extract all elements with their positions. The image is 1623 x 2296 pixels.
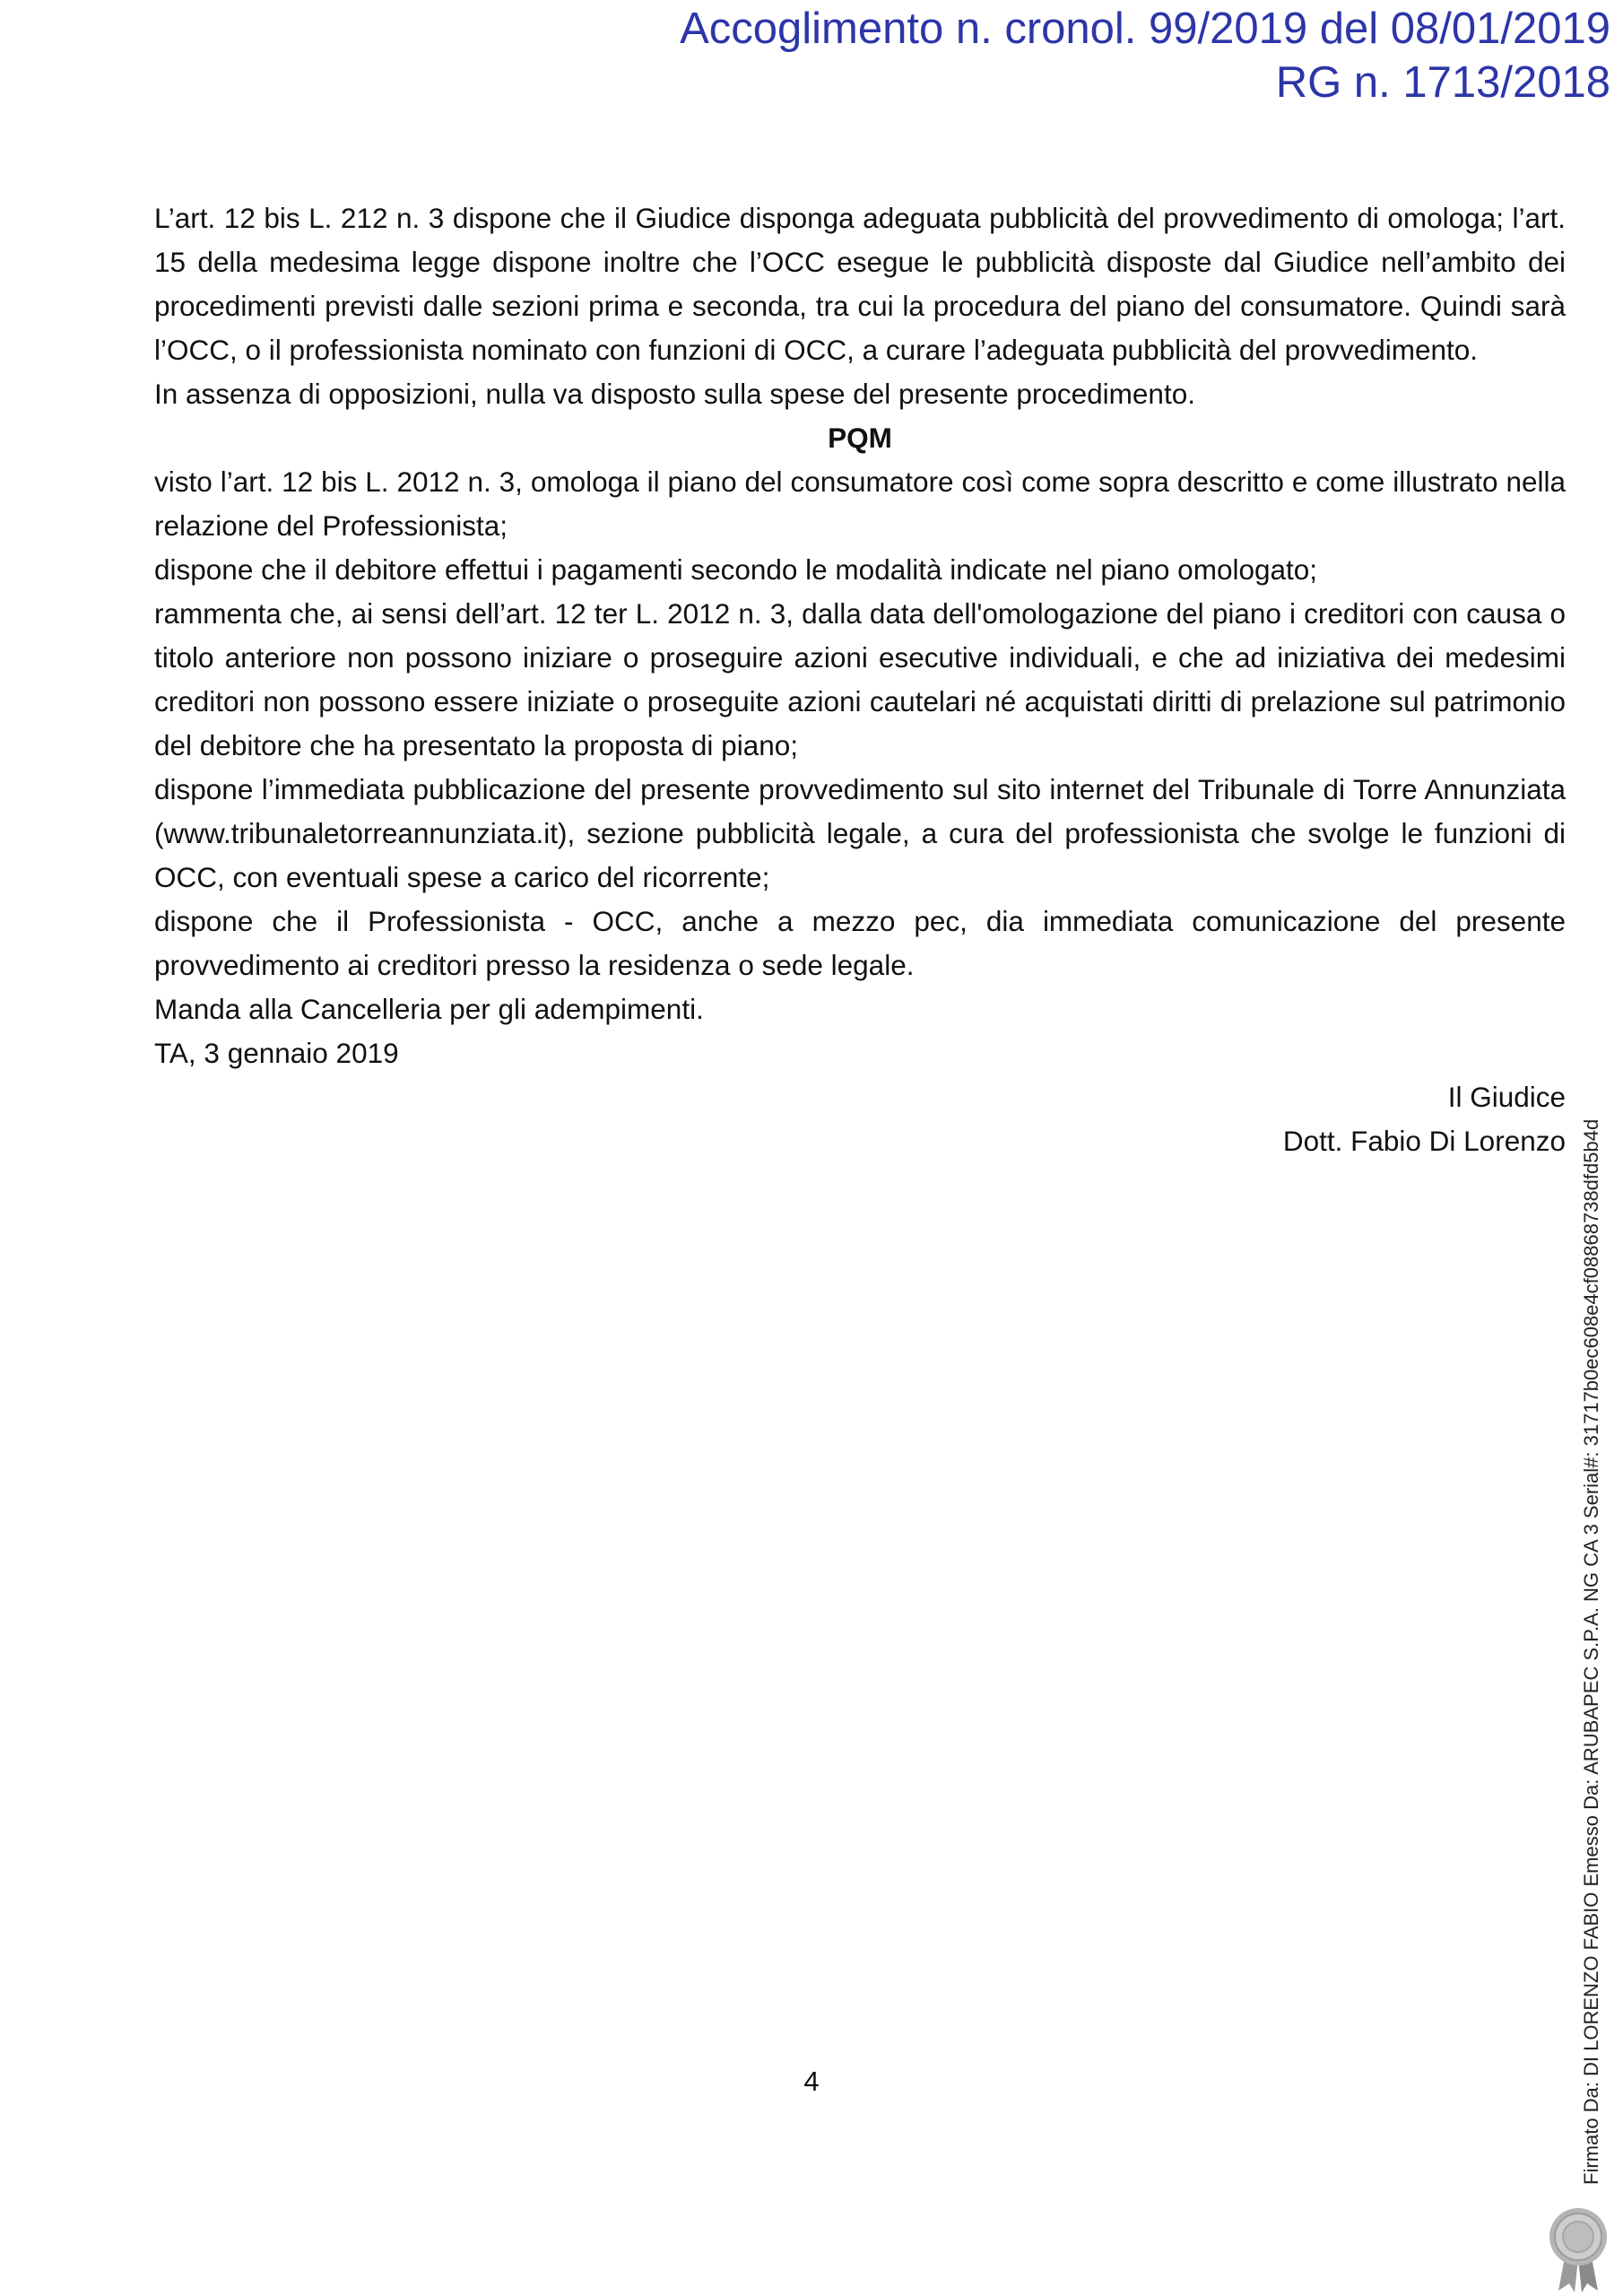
paragraph-pubblicazione: dispone l’immediata pubblicazione del presente provvedimento sul sito internet del Tribunale di Torre Annunziata (www.tribunaletorreannunziata.it), sezione pubblicità legale, a cura del professionista che svolge le funzioni di OCC, con eventuali spese a carico del ricorrente; [154,773,1566,893]
section-heading-pqm: PQM [828,422,892,454]
paragraph-spese: In assenza di opposizioni, nulla va disposto sulla spese del presente procedimento. [154,378,1195,410]
paragraph-rammenta: rammenta che, ai sensi dell’art. 12 ter L. 2012 n. 3, dalla data dell'omologazione del piano i creditori con causa o titolo anteriore non possono iniziare o proseguire azioni esecutive individuali, e che ad iniziativa dei medesimi creditori non possono essere iniziate o proseguite azioni cautelari né acquistati diritti di prelazione sul patrimonio del debitore che ha presentato la proposta di piano; [154,597,1566,761]
signature-seal-icon [1544,2206,1612,2292]
paragraph-omologa: visto l’art. 12 bis L. 2012 n. 3, omologa il piano del consumatore così come sopra descritto e come illustrato nella relazione del Professionista; [154,465,1566,542]
document-header [680,2,1610,109]
paragraph-pubblicita: L’art. 12 bis L. 212 n. 3 dispone che il Giudice disponga adeguata pubblicità del provvedimento di omologa; l’art. 15 della medesima legge dispone inoltre che l’OCC esegue le pubblicità disposte dal Giudice nell’ambito dei procedimenti previsti dalle sezioni prima e seconda, tra cui la procedura del piano del consumatore. Quindi sarà l’OCC, o il professionista nominato con funzioni di OCC, a curare l’adeguata pubblicità del provvedimento. [154,202,1566,366]
signature-name: Dott. Fabio Di Lorenzo [1282,1125,1566,1157]
digital-signature-text: Firmato Da: DI LORENZO FABIO Emesso Da: ARUBAPEC S.P.A. NG CA 3 Serial#: 31717b0ec608e4cf08868738dfd5b4d [1580,1118,1602,2185]
paragraph-cancelleria: Manda alla Cancelleria per gli adempimenti. [154,993,704,1025]
paragraph-pagamenti: dispone che il debitore effettui i pagamenti secondo le modalità indicate nel piano omologato; [154,553,1318,586]
page-number: 4 [803,2066,820,2097]
header-cronol-line: Accoglimento n. cronol. 99/2019 del 08/01/2019 [680,4,1610,53]
signature-title: Il Giudice [1447,1081,1566,1113]
header-rg-line: RG n. 1713/2018 [1275,58,1610,107]
document-body [154,196,1566,1163]
place-date: TA, 3 gennaio 2019 [154,1037,399,1069]
paragraph-comunicazione: dispone che il Professionista - OCC, anche a mezzo pec, dia immediata comunicazione del presente provvedimento ai creditori presso la residenza o sede legale. [154,905,1566,981]
